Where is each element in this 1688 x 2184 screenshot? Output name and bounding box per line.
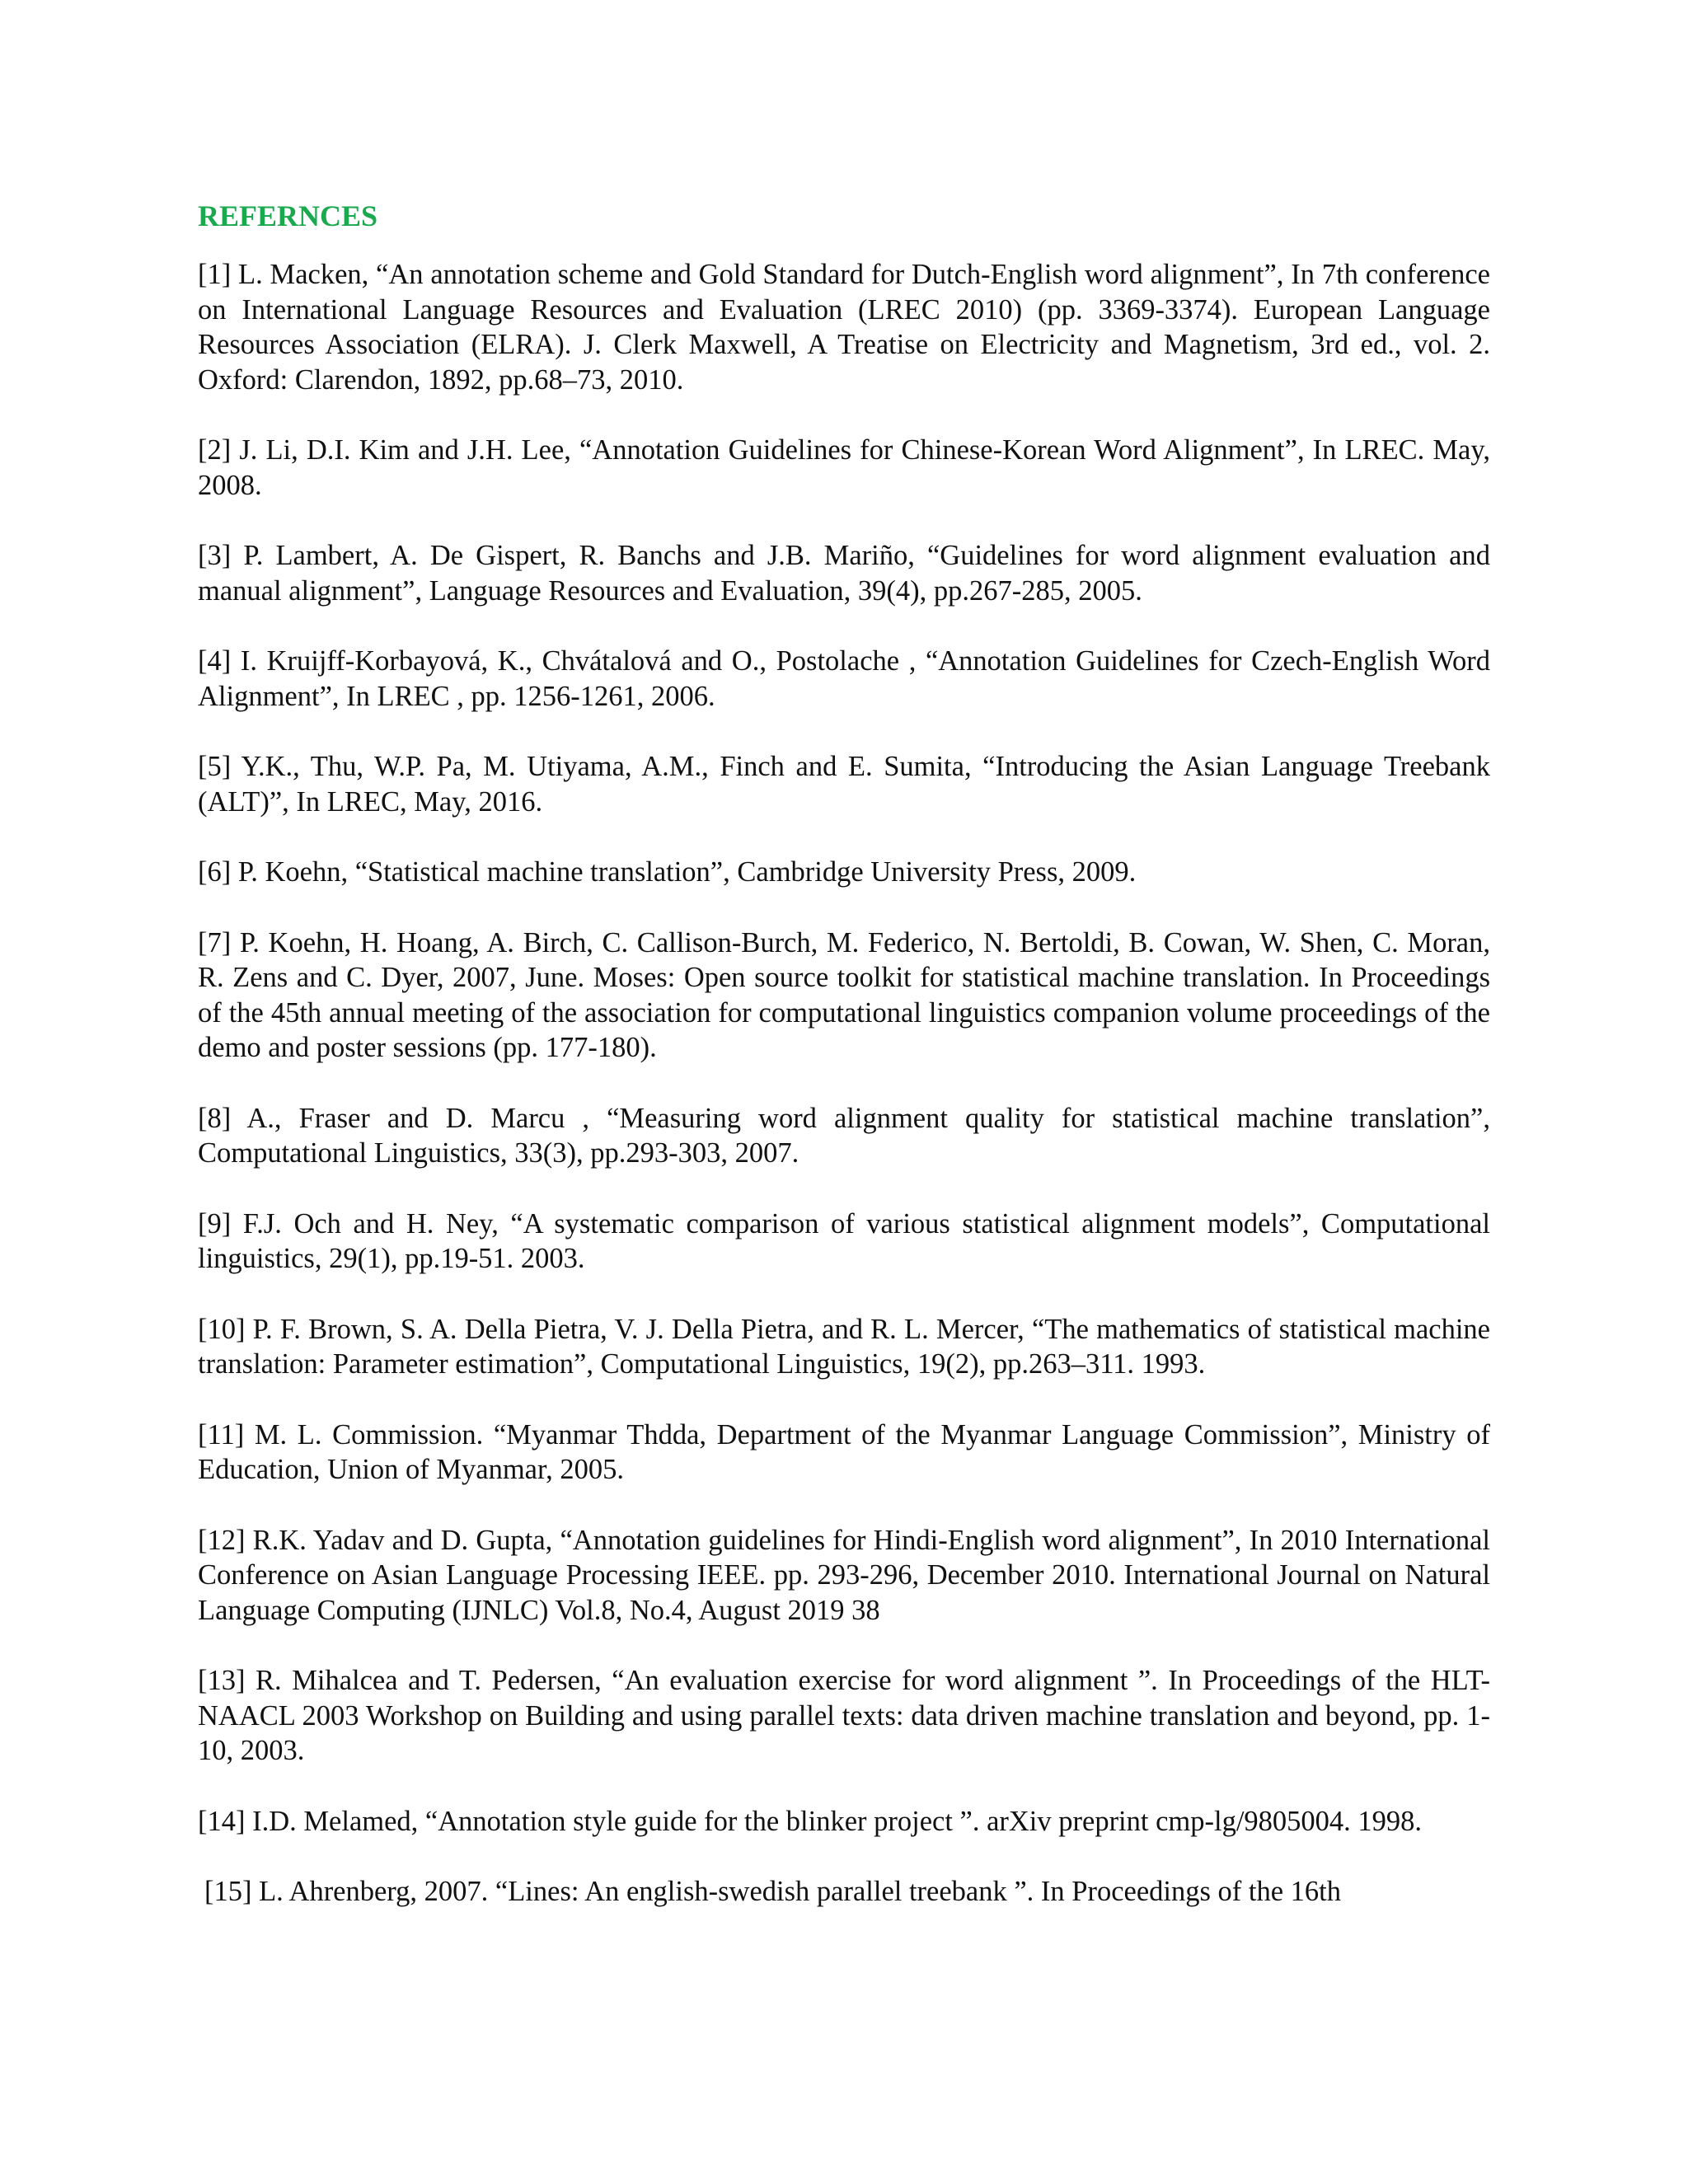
reference-item-11: [11] M. L. Commission. “Myanmar Thdda, Department of the Myanmar Language Commission”, Ministry of Education, Union of Myanmar, 2005. bbox=[198, 1418, 1490, 1485]
reference-item-7: [7] P. Koehn, H. Hoang, A. Birch, C. Callison-Burch, M. Federico, N. Bertoldi, B. Cowan, W. Shen, C. Moran, R. Zens and C. Dyer, 2007, June. Moses: Open source toolkit for statistical machine translation. In Proceedings of the 45th annual meeting of the association for computational linguistics companion volume proceedings of the demo and poster sessions (pp. 177-180). bbox=[198, 926, 1490, 1063]
reference-item-13: [13] R. Mihalcea and T. Pedersen, “An evaluation exercise for word alignment ”. In Proceedings of the HLT-NAACL 2003 Workshop on Building and using parallel texts: data driven machine translation and beyond, pp. 1-10, 2003. bbox=[198, 1665, 1490, 1766]
reference-item-9: [9] F.J. Och and H. Ney, “A systematic comparison of various statistical alignment models”, Computational linguistics, 29(1), pp.19-51. 2003. bbox=[198, 1207, 1490, 1274]
reference-item-8: [8] A., Fraser and D. Marcu , “Measuring word alignment quality for statistical machine translation”, Computational Linguistics, 33(3), pp.293-303, 2007. bbox=[198, 1102, 1490, 1169]
reference-item-12: [12] R.K. Yadav and D. Gupta, “Annotation guidelines for Hindi-English word alignment”, In 2010 International Conference on Asian Language Processing IEEE. pp. 293-296, December 2010. International Journal on Natural Language Computing (IJNLC) Vol.8, No.4, August 2019 38 bbox=[198, 1524, 1490, 1626]
reference-item-1: [1] L. Macken, “An annotation scheme and Gold Standard for Dutch-English word alignment”, In 7th conference on International Language Resources and Evaluation (LREC 2010) (pp. 3369-3374). European Language Resources Association (ELRA). J. Clerk Maxwell, A Treatise on Electricity and Magnetism, 3rd ed., vol. 2. Oxford: Clarendon, 1892, pp.68–73, 2010. bbox=[198, 259, 1490, 396]
document-page bbox=[198, 196, 1490, 1945]
reference-item-14: [14] I.D. Melamed, “Annotation style guide for the blinker project ”. arXiv preprint cmp-lg/9805004. 1998. bbox=[198, 1805, 1423, 1837]
reference-list bbox=[198, 257, 1490, 1910]
reference-item-2: [2] J. Li, D.I. Kim and J.H. Lee, “Annotation Guidelines for Chinese-Korean Word Alignment”, In LREC. May, 2008. bbox=[198, 434, 1490, 501]
reference-item-3: [3] P. Lambert, A. De Gispert, R. Banchs and J.B. Mariño, “Guidelines for word alignment evaluation and manual alignment”, Language Resources and Evaluation, 39(4), pp.267-285, 2005. bbox=[198, 540, 1490, 607]
reference-item-15: [15] L. Ahrenberg, 2007. “Lines: An english-swedish parallel treebank ”. In Proceedings of the 16th bbox=[204, 1876, 1342, 1907]
reference-item-4: [4] I. Kruijff-Korbayová, K., Chvátalová and O., Postolache , “Annotation Guidelines for Czech-English Word Alignment”, In LREC , pp. 1256-1261, 2006. bbox=[198, 645, 1490, 712]
reference-item-6: [6] P. Koehn, “Statistical machine translation”, Cambridge University Press, 2009. bbox=[198, 856, 1137, 888]
reference-item-5: [5] Y.K., Thu, W.P. Pa, M. Utiyama, A.M., Finch and E. Sumita, “Introducing the Asian Language Treebank (ALT)”, In LREC, May, 2016. bbox=[198, 751, 1490, 818]
references-heading: REFERNCES bbox=[198, 199, 378, 232]
reference-item-10: [10] P. F. Brown, S. A. Della Pietra, V. J. Della Pietra, and R. L. Mercer, “The mathematics of statistical machine translation: Parameter estimation”, Computational Linguistics, 19(2), pp.263–311. 1993. bbox=[198, 1313, 1490, 1380]
